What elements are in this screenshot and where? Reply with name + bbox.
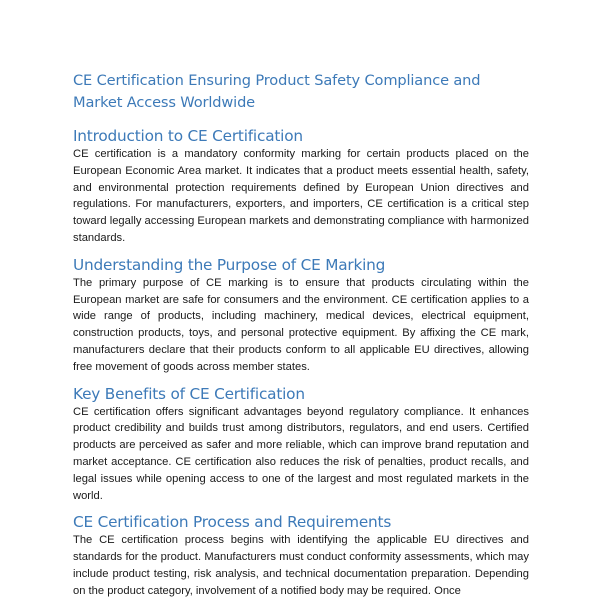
section-process bbox=[73, 512, 529, 599]
section-heading: CE Certification Process and Requirements bbox=[73, 513, 392, 532]
section-heading: Key Benefits of CE Certification bbox=[73, 384, 305, 403]
section-introduction bbox=[73, 126, 529, 247]
document-page bbox=[73, 70, 529, 608]
section-paragraph: The primary purpose of CE marking is to ensure that products circulating within the European market are safe for consumers and the environment. CE certification applies to a wide range of products, including machinery, medical devices, electrical equipment, construction products, toys, and personal protective equipment. By affixing the CE mark, manufacturers declare that their products conform to all applicable EU directives, allowing free movement of goods across member states. bbox=[73, 276, 529, 373]
section-benefits bbox=[73, 384, 529, 505]
document-title: CE Certification Ensuring Product Safety Compliance and Market Access Worldwide bbox=[73, 72, 481, 111]
section-heading: Understanding the Purpose of CE Marking bbox=[73, 255, 386, 274]
section-heading: Introduction to CE Certification bbox=[73, 127, 303, 145]
section-purpose bbox=[73, 255, 529, 376]
section-paragraph: The CE certification process begins with identifying the applicable EU directives and standards for the product. Manufacturers must conduct conformity assessments, which may include product testing, risk analysis, and technical documentation preparation. Depending on the product category, involvement of a notified body may be required. Once bbox=[73, 534, 529, 597]
section-paragraph: CE certification is a mandatory conformity marking for certain products placed on the European Economic Area market. It indicates that a product meets essential health, safety, and environmental protection requirements defined by European Union directives and regulations. For manufacturers, exporters, and importers, CE certification is a critical step toward legally accessing European markets and demonstrating compliance with harmonized standards. bbox=[73, 148, 529, 244]
section-paragraph: CE certification offers significant advantages beyond regulatory compliance. It enhances product credibility and builds trust among distributors, regulators, and end users. Certified products are perceived as safer and more reliable, which can improve brand reputation and market acceptance. CE certification also reduces the risk of penalties, product recalls, and legal issues while opening access to one of the largest and most regulated markets in the world. bbox=[73, 405, 529, 502]
